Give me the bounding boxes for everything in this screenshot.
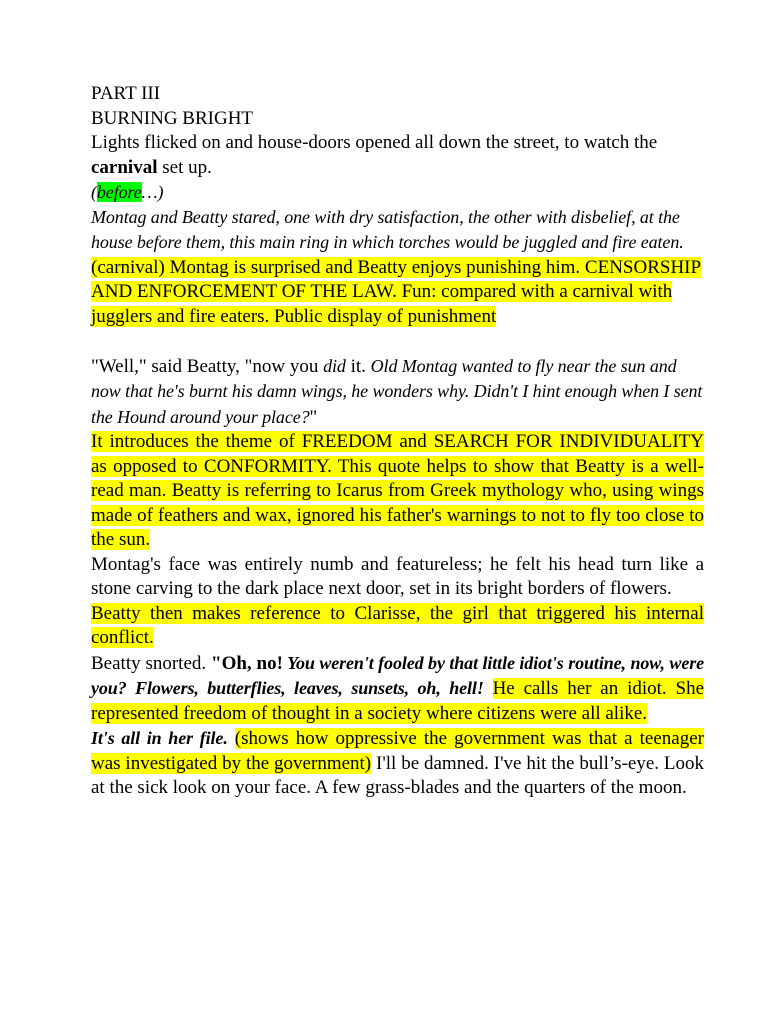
annotation-carnival: (carnival) Montag is surprised and Beatty enjoys punishing him. CENSORSHIP AND ENFORCEMENT OF THE LAW. Fun: compared with a carnival with jugglers and fire eaters. Public display of punishment bbox=[91, 256, 702, 327]
annotation-icarus: It introduces the theme of FREEDOM and SEARCH FOR INDIVIDUALITY as opposed to CONFORMITY. This quote helps to show that Beatty is a well-read man. Beatty is referring to Icarus from Greek mythology who, using wings made of feathers and wax, ignored his father's warnings to not to fly too close to the sun. bbox=[91, 431, 704, 550]
quote-icarus: "Well," said Beatty, "now you did it. Old Montag wanted to fly near the sun and now that he's burnt his damn wings, he wonders why. Didn't I hint enough when I sent the Hound around your place?" bbox=[91, 355, 703, 428]
quote-text: It's all in her file. bbox=[91, 728, 228, 748]
paragraph-beatty-snorted: Beatty snorted. "Oh, no! You weren't fooled by that little idiot's routine, now, were you? Flowers, butterflies, leaves, sunsets, oh, hell! He calls her an idiot. She represented freedom of thought in a society where citizens were all alike. bbox=[91, 652, 705, 724]
quote-carnival bbox=[91, 205, 704, 330]
before-marker: (before…) bbox=[91, 182, 164, 202]
carnival-term: carnival bbox=[91, 156, 158, 178]
quote-text: Old Montag wanted to fly near the sun and now that he's burnt his damn wings, he wonders why. Didn't I hint enough when I sent the Hound around your place? bbox=[91, 355, 703, 427]
blank-line bbox=[91, 329, 704, 354]
annotation-freedom: . She represented freedom of thought in a society where citizens were all alike. bbox=[91, 678, 705, 724]
paragraph-montag-face: Montag's face was entirely numb and featureless; he felt his head turn like a stone carving to the dark place next door, set in its bright borders of flowers. bbox=[91, 553, 704, 599]
annotation-clarisse: Beatty then makes reference to Clarisse, the girl that triggered his internal conflict. bbox=[91, 602, 704, 648]
quote-text: Montag and Beatty stared, one with dry satisfaction, the other with disbelief, at the house before them, this main ring in which torches would be juggled and fire eaten. bbox=[91, 206, 684, 252]
quote-text: You weren't fooled by that little idiot's routine, now, were you? Flowers, butterflies, leaves, sunsets, oh, hell! bbox=[91, 652, 704, 698]
before-highlight: before bbox=[96, 182, 142, 202]
annotation-idiot: He calls her an idiot bbox=[492, 678, 662, 699]
part-heading: PART III bbox=[91, 83, 161, 104]
section-heading: BURNING BRIGHT bbox=[91, 107, 254, 129]
annotation-government: (shows how oppressive the government was that a teenager was investigated by the government) bbox=[91, 728, 704, 774]
paragraph-her-file: It's all in her file. (shows how oppressive the government was that a teenager was investigated by the government) I'll be damned. I've hit the bull’s-eye. Look at the sick look on your face. A few grass-blades and the quarters of the moon. bbox=[91, 728, 704, 798]
paragraph-intro: Lights flicked on and house-doors opened all down the street, to watch the carnival set up. bbox=[91, 132, 658, 178]
